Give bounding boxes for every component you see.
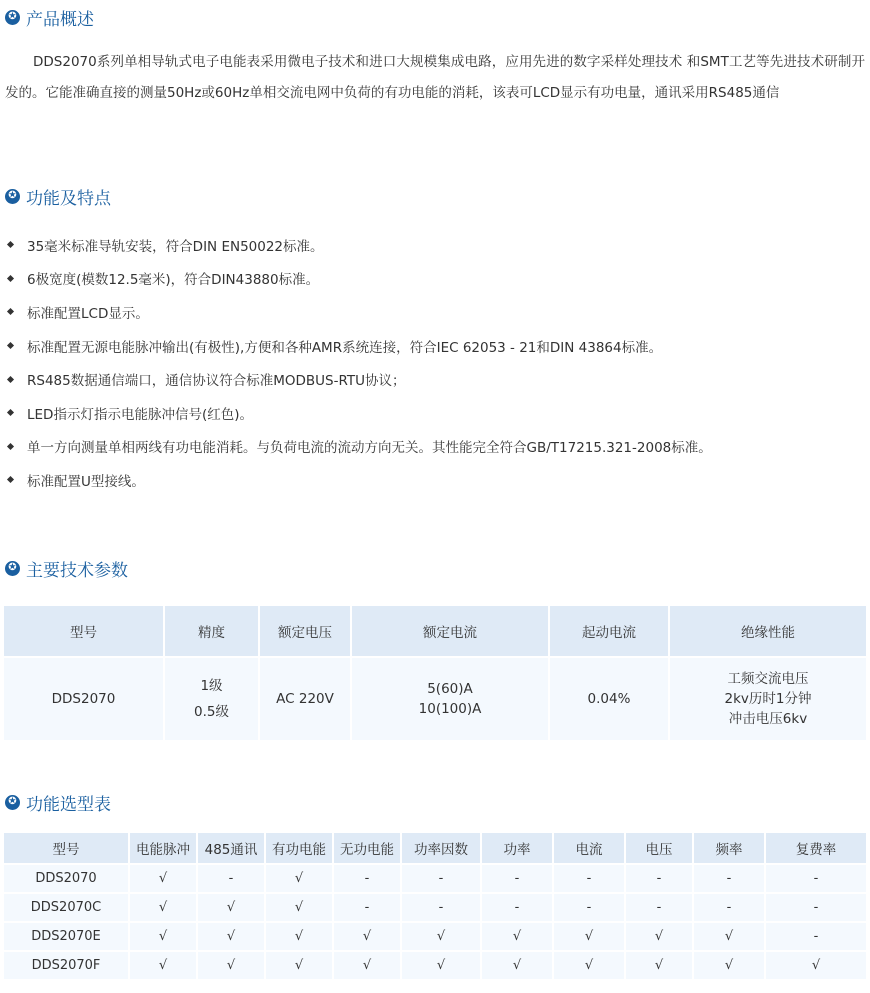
bullet-diamond-icon [7,376,14,383]
table-cell: √ [130,952,196,979]
table-cell: DDS2070F [4,952,128,979]
header-cell: 额定电压 [260,606,350,656]
table-cell: - [694,894,764,921]
header-cell: 485通讯 [198,833,264,863]
table-cell: - [766,865,866,892]
voltage-cell: AC 220V [260,658,350,740]
table-cell: √ [554,952,624,979]
table-cell: √ [554,923,624,950]
table-row [4,923,866,950]
table-cell: √ [130,865,196,892]
section-title: 产品概述 [26,9,94,30]
table-cell: - [334,865,400,892]
table-header-row [4,606,866,656]
header-cell: 功率 [482,833,552,863]
table-cell: √ [334,952,400,979]
table-cell: √ [402,952,480,979]
spec-table [2,604,868,742]
header-cell: 型号 [4,606,163,656]
header-cell: 绝缘性能 [670,606,866,656]
table-cell: √ [402,923,480,950]
table-cell: √ [198,923,264,950]
section-title: 主要技术参数 [26,560,128,581]
list-item: LED指示灯指示电能脉冲信号(红色)。 [5,396,865,430]
table-cell: - [482,894,552,921]
table-cell: √ [266,865,332,892]
bullet-diamond-icon [7,275,14,282]
header-cell: 复费率 [766,833,866,863]
table-cell: - [554,894,624,921]
list-item: 标准配置无源电能脉冲输出(有极性),方便和各种AMR系统连接，符合IEC 62053 - 21和DIN 43864标准。 [5,329,865,363]
model-cell: DDS2070 [4,658,163,740]
header-cell: 频率 [694,833,764,863]
start-current-cell: 0.04% [550,658,668,740]
table-cell: √ [626,952,692,979]
header-cell: 起动电流 [550,606,668,656]
table-cell: DDS2070E [4,923,128,950]
section-title: 功能及特点 [26,188,111,209]
table-cell: - [766,894,866,921]
header-cell: 功率因数 [402,833,480,863]
table-cell: - [482,865,552,892]
overview-paragraph: DDS2070系列单相导轨式电子电能表采用微电子技术和进口大规模集成电路，应用先进的数字采样处理技术 和SMT工艺等先进技术研制开发的。它能准确直接的测量50Hz或60Hz单相交流电网中负荷的有功电能的消耗，该表可LCD显示有功电量，通讯采用RS485通信 [5,54,865,101]
table-cell: √ [482,923,552,950]
section-heading-features [5,184,111,208]
accuracy-cell: 1级 0.5级 [165,658,258,740]
table-cell: √ [198,952,264,979]
table-cell: - [402,865,480,892]
table-cell: √ [130,894,196,921]
star-icon: ✪ [5,189,20,204]
section-heading-overview [5,5,94,29]
list-item: 标准配置LCD显示。 [5,295,865,329]
header-cell: 电流 [554,833,624,863]
header-cell: 型号 [4,833,128,863]
list-item: 35毫米标准导轨安装，符合DIN EN50022标准。 [5,228,865,262]
table-cell: √ [266,952,332,979]
insulation-cell: 工频交流电压 2kv历时1分钟 冲击电压6kv [670,658,866,740]
table-cell: √ [198,894,264,921]
table-cell: √ [266,894,332,921]
table-cell: - [766,923,866,950]
star-icon: ✪ [5,795,20,810]
table-row [4,865,866,892]
table-cell: √ [130,923,196,950]
bullet-diamond-icon [7,342,14,349]
bullet-diamond-icon [7,443,14,450]
table-cell: - [554,865,624,892]
table-cell: √ [694,952,764,979]
bullet-diamond-icon [7,308,14,315]
table-cell: √ [626,923,692,950]
table-cell: DDS2070C [4,894,128,921]
table-cell: - [626,865,692,892]
table-cell: √ [334,923,400,950]
current-cell: 5(60)A 10(100)A [352,658,548,740]
table-cell: DDS2070 [4,865,128,892]
table-header-row [4,833,866,863]
table-cell: - [334,894,400,921]
table-cell: - [198,865,264,892]
section-title: 功能选型表 [26,794,111,815]
table-cell: √ [266,923,332,950]
table-row [4,952,866,979]
table-cell: √ [694,923,764,950]
list-item: 单一方向测量单相两线有功电能消耗。与负荷电流的流动方向无关。其性能完全符合GB/T17215.321-2008标准。 [5,430,865,464]
section-heading-selection [5,790,111,814]
table-cell: - [694,865,764,892]
table-cell: - [402,894,480,921]
star-icon: ✪ [5,561,20,576]
table-cell: - [626,894,692,921]
star-icon: ✪ [5,10,20,25]
list-item: RS485数据通信端口，通信协议符合标准MODBUS-RTU协议； [5,362,865,396]
selection-table [2,831,868,981]
table-cell: √ [482,952,552,979]
list-item: 6极宽度(模数12.5毫米)，符合DIN43880标准。 [5,262,865,296]
feature-list [5,228,865,497]
header-cell: 精度 [165,606,258,656]
header-cell: 无功电能 [334,833,400,863]
bullet-diamond-icon [7,241,14,248]
list-item: 标准配置U型接线。 [5,463,865,497]
header-cell: 有功电能 [266,833,332,863]
table-row [4,658,866,740]
table-row [4,894,866,921]
header-cell: 电能脉冲 [130,833,196,863]
header-cell: 电压 [626,833,692,863]
header-cell: 额定电流 [352,606,548,656]
section-heading-specs [5,556,128,580]
bullet-diamond-icon [7,409,14,416]
table-cell: √ [766,952,866,979]
bullet-diamond-icon [7,476,14,483]
